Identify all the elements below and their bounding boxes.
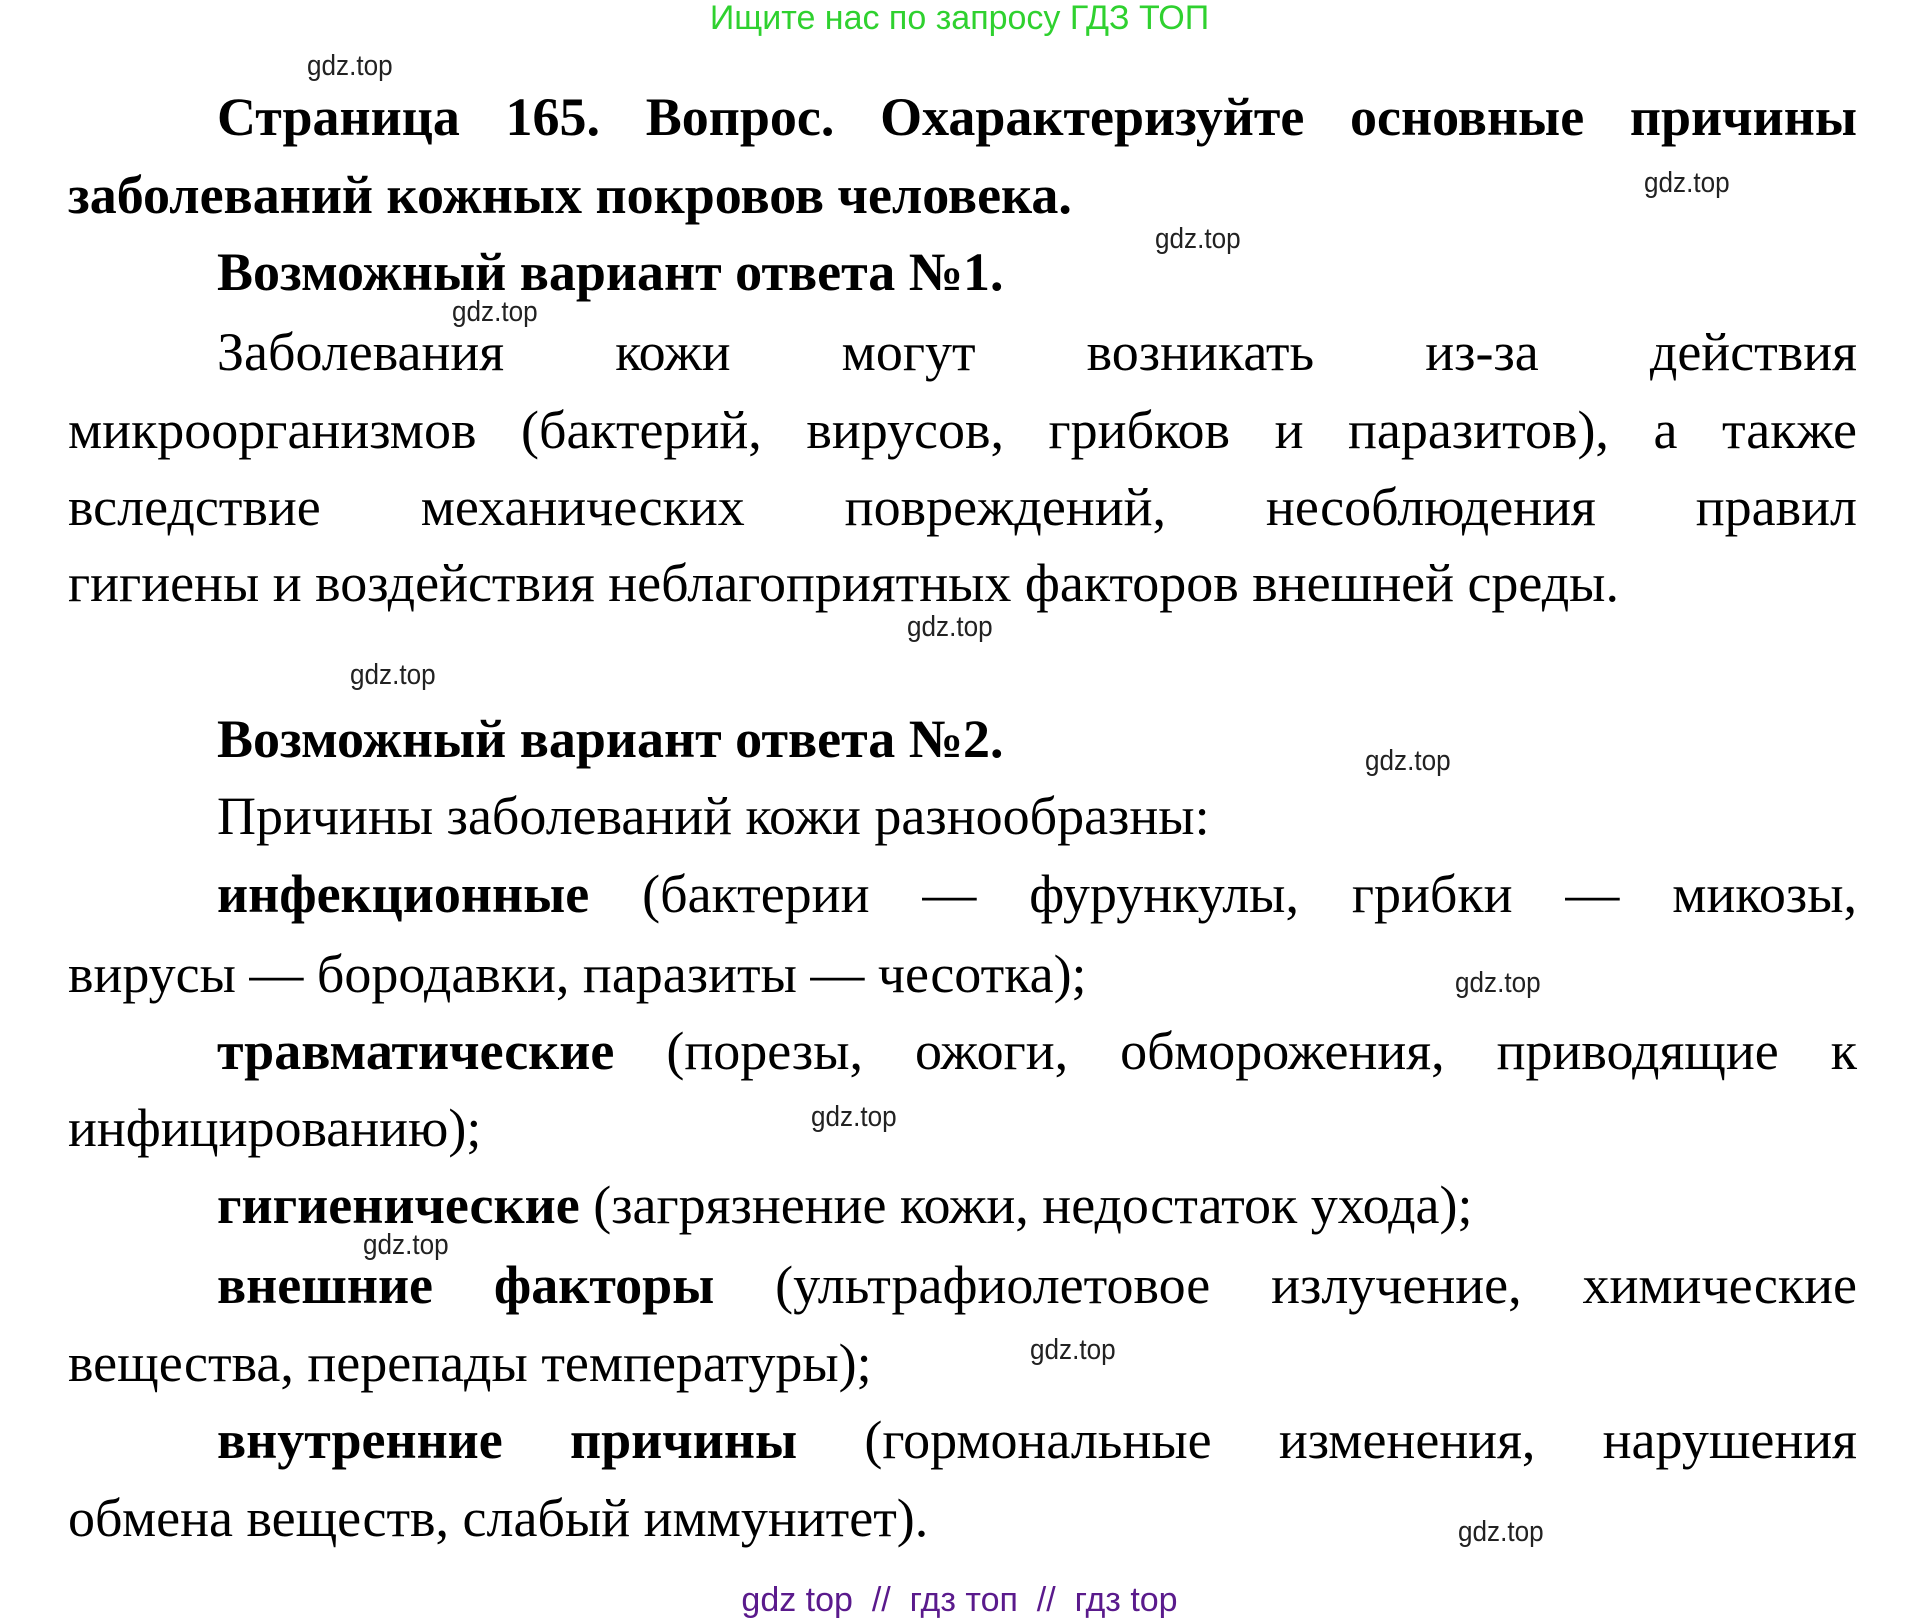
watermark: gdz.top [1455, 967, 1541, 999]
answer2-heading: Возможный вариант ответа №2. [217, 709, 1004, 769]
list-item-hygienic [217, 1166, 1857, 1244]
item-text: (загрязнение кожи, недостаток ухода); [579, 1175, 1473, 1235]
watermark: gdz.top [307, 50, 393, 82]
watermark: gdz.top [452, 296, 538, 328]
answer1-heading: Возможный вариант ответа №1. [217, 242, 1004, 302]
answer1-line: микроорганизмов (бактерий, вирусов, грибков и паразитов), а также [68, 400, 1857, 460]
watermark: gdz.top [1030, 1334, 1116, 1366]
bottom-banner: gdz top // гдз топ // гдз top [741, 1581, 1178, 1619]
top-banner: Ищите нас по запросу ГДЗ ТОП [709, 0, 1210, 37]
item-text: (гормональные изменения, нарушения [797, 1410, 1857, 1470]
watermark: gdz.top [1458, 1516, 1544, 1548]
watermark: gdz.top [1365, 745, 1451, 777]
item-text: (бактерии — фурункулы, грибки — микозы, [589, 864, 1857, 924]
watermark: gdz.top [811, 1101, 897, 1133]
item-term: инфекционные [217, 864, 590, 924]
list-item-infectious [217, 855, 1857, 933]
list-item-continuation: обмена веществ, слабый иммунитет). [68, 1488, 929, 1548]
answer1-line: Заболевания кожи могут возникать из-за действия [217, 322, 1857, 382]
list-item-continuation: инфицированию); [68, 1098, 482, 1158]
answer1-line: гигиены и воздействия неблагоприятных факторов внешней среды. [68, 553, 1619, 613]
watermark: gdz.top [1644, 167, 1730, 199]
list-item-continuation: вирусы — бородавки, паразиты — чесотка); [68, 944, 1087, 1004]
watermark: gdz.top [1155, 223, 1241, 255]
item-text: (порезы, ожоги, обморожения, приводящие к [614, 1021, 1857, 1081]
list-item-traumatic [217, 1012, 1857, 1090]
watermark: gdz.top [363, 1229, 449, 1261]
item-term: травматические [217, 1021, 615, 1081]
watermark: gdz.top [350, 659, 436, 691]
item-term: внутренние причины [217, 1410, 798, 1470]
watermark: gdz.top [907, 611, 993, 643]
question-line-2: заболеваний кожных покровов человека. [68, 165, 1072, 225]
item-text: (ультрафиолетовое излучение, химические [714, 1255, 1857, 1315]
item-term: гигиенические [217, 1175, 580, 1235]
list-item-internal [217, 1401, 1857, 1479]
list-item-continuation: вещества, перепады температуры); [68, 1333, 872, 1393]
list-item-external [217, 1246, 1857, 1324]
item-term: внешние факторы [217, 1255, 715, 1315]
answer2-intro: Причины заболеваний кожи разнообразны: [217, 786, 1210, 846]
answer1-line: вследствие механических повреждений, несоблюдения правил [68, 477, 1857, 537]
question-line-1: Страница 165. Вопрос. Охарактеризуйте основные причины [217, 87, 1857, 147]
